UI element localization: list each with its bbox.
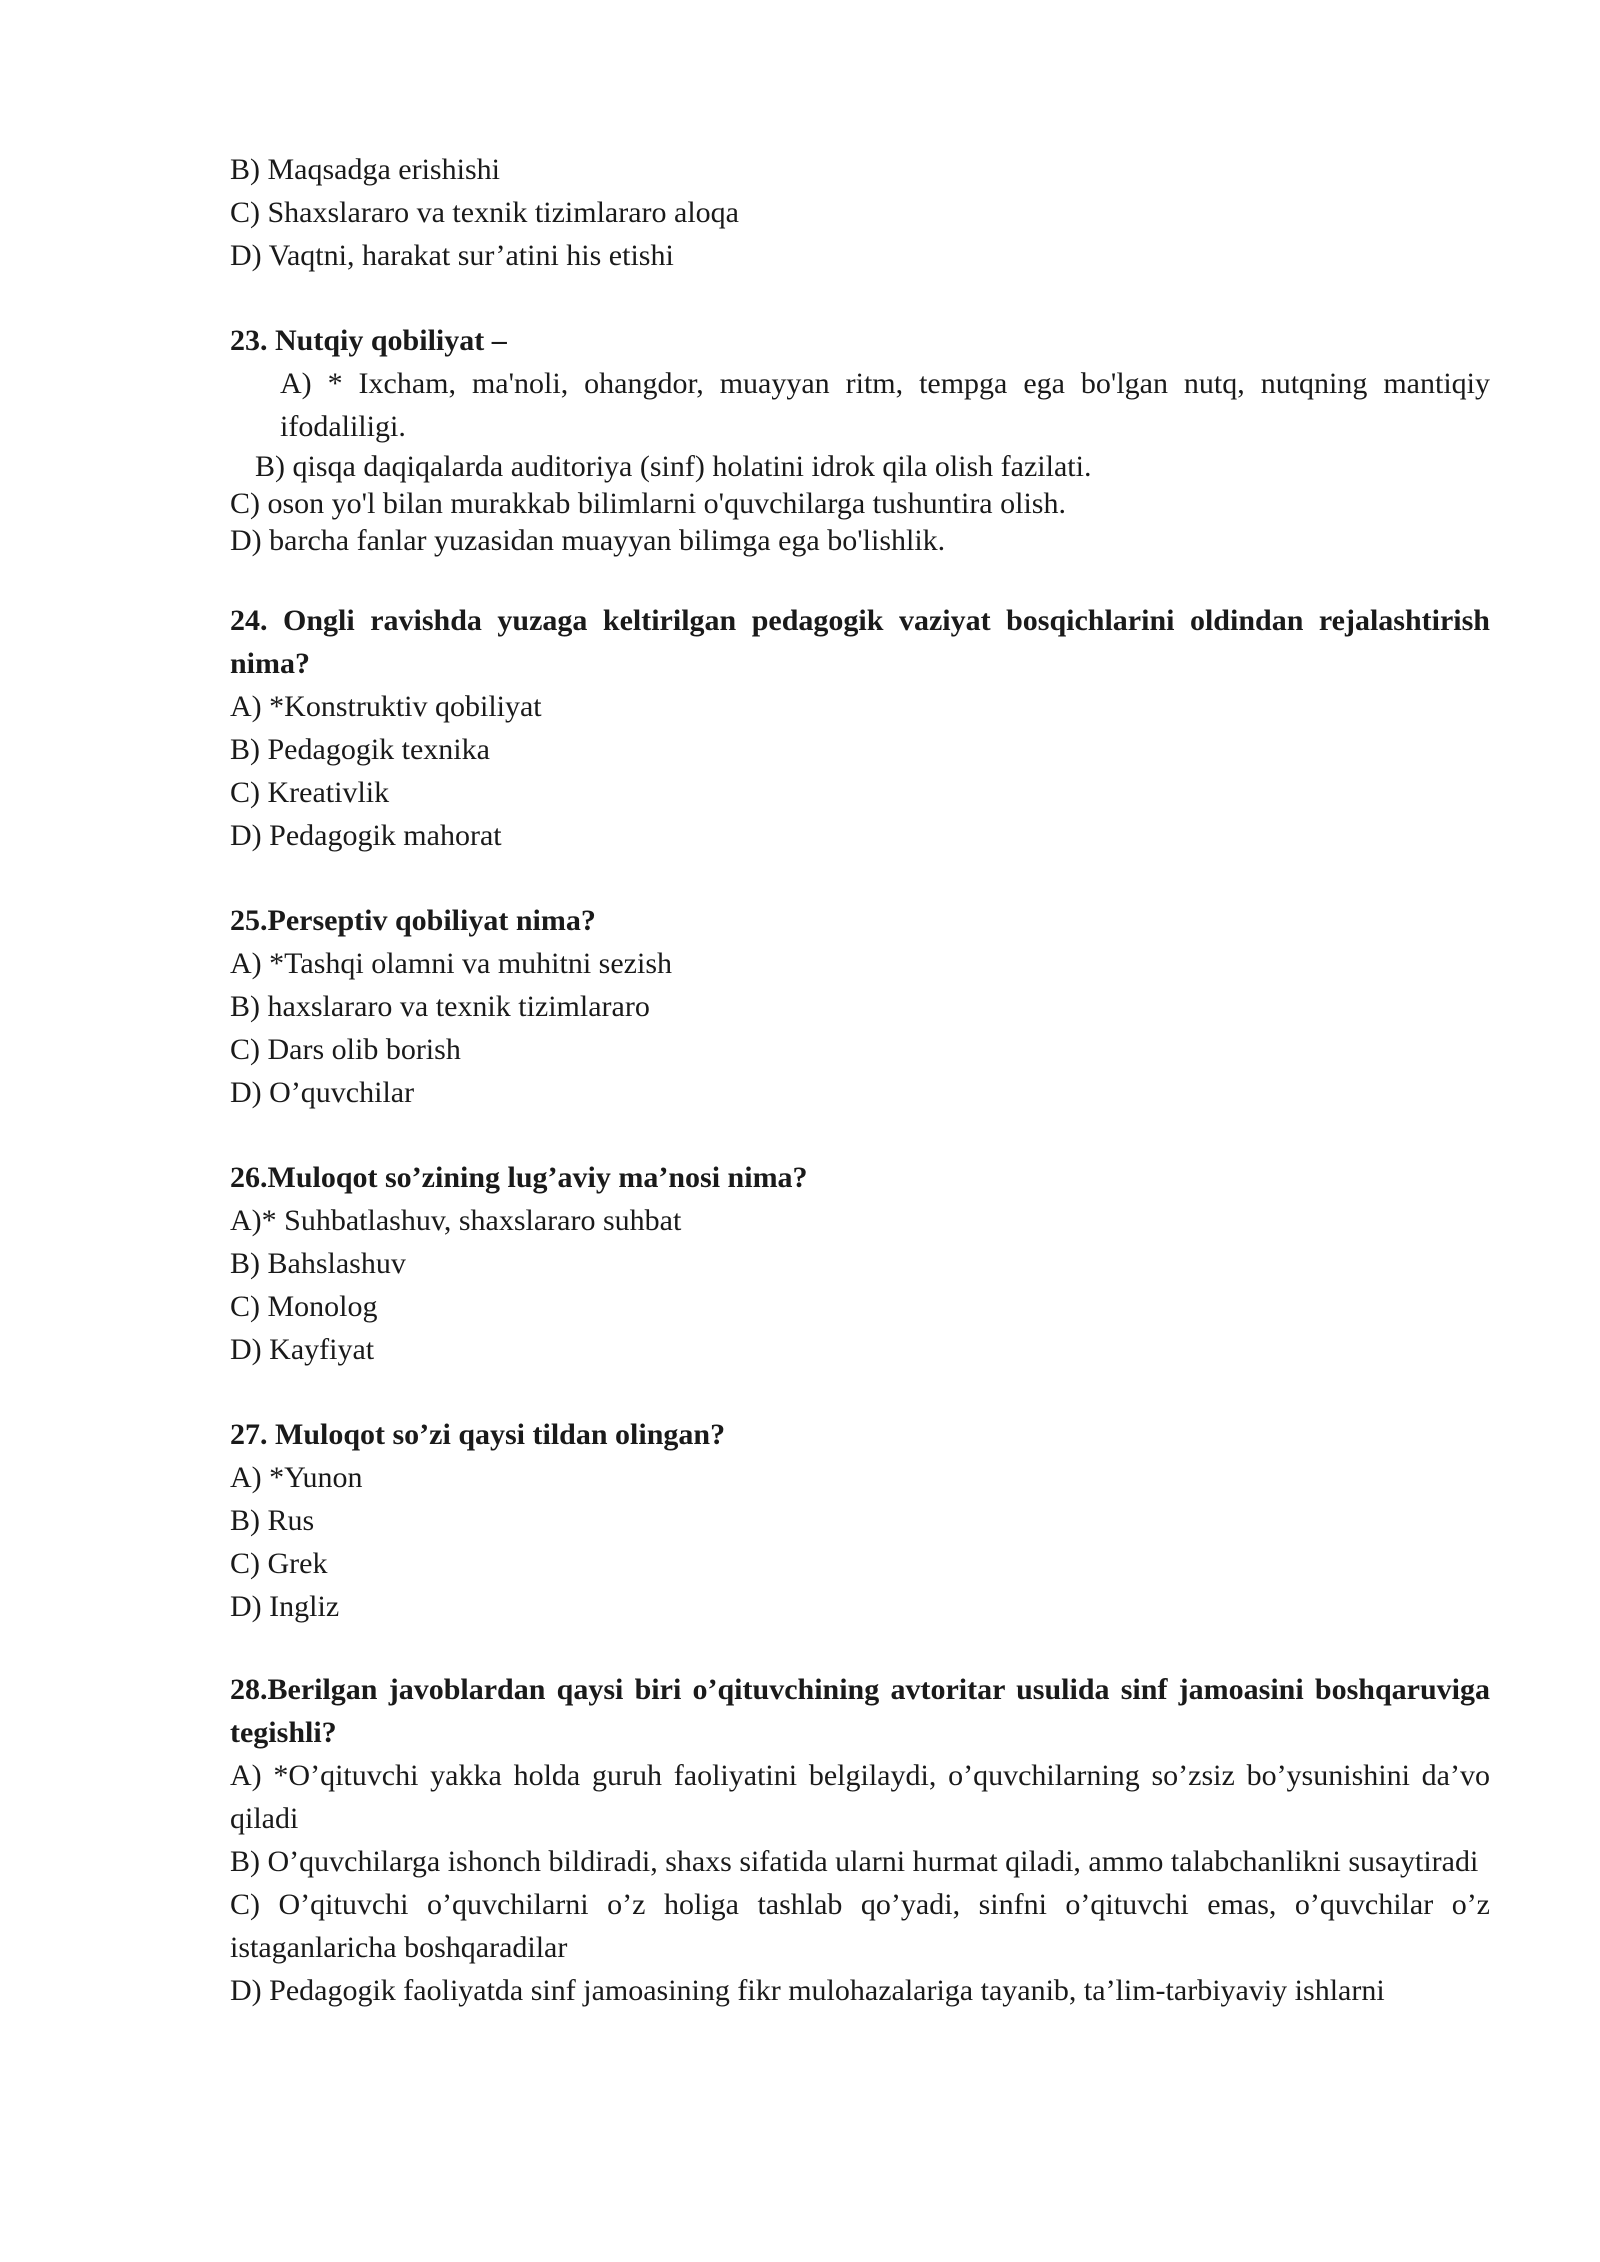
option-d: D) Pedagogik faoliyatda sinf jamoasining fikr mulohazalariga tayanib, ta’lim-tarbiyaviy ishlarni <box>230 1974 1385 2007</box>
option-b: B) Maqsadga erishishi <box>230 153 500 186</box>
question-28 <box>230 1668 1490 2012</box>
option-a <box>230 362 1490 448</box>
question-title: 23. Nutqiy qobiliyat – <box>230 324 507 357</box>
option-a: A)* Suhbatlashuv, shaxslararo suhbat <box>230 1204 682 1237</box>
option-b: B) haxslararo va texnik tizimlararo <box>230 990 650 1023</box>
option-b: B) qisqa daqiqalarda auditoriya (sinf) holatini idrok qila olish fazilati. <box>255 450 1092 483</box>
question-title: 27. Muloqot so’zi qaysi tildan olingan? <box>230 1418 726 1451</box>
option-a-text: A) * Ixcham, ma'noli, ohangdor, muayyan ritm, tempga ega bo'lgan nutq, nutqning mantiqiy ifodaliligi. <box>280 367 1490 443</box>
option-d: D) O’quvchilar <box>230 1076 415 1109</box>
option-c: C) oson yo'l bilan murakkab bilimlarni o'quvchilarga tushuntira olish. <box>230 487 1066 520</box>
option-a: A) *Konstruktiv qobiliyat <box>230 690 542 723</box>
option-b: B) Bahslashuv <box>230 1247 406 1280</box>
question-27 <box>230 1413 1490 1628</box>
question-24 <box>230 599 1490 857</box>
option-a: A) *Yunon <box>230 1461 363 1494</box>
option-b: B) Rus <box>230 1504 315 1537</box>
option-a: A) *Tashqi olamni va muhitni sezish <box>230 947 673 980</box>
option-c: C) Shaxslararo va texnik tizimlararo aloqa <box>230 196 739 229</box>
question-title: 25.Perseptiv qobiliyat nima? <box>230 904 596 937</box>
option-d: D) barcha fanlar yuzasidan muayyan bilimga ega bo'lishlik. <box>230 524 946 557</box>
option-d: D) Ingliz <box>230 1590 340 1623</box>
option-a: A) *O’qituvchi yakka holda guruh faoliyatini belgilaydi, o’quvchilarning so’zsiz bo’ysunishini da’vo qiladi <box>230 1759 1490 1835</box>
option-c: C) Kreativlik <box>230 776 390 809</box>
option-b: B) Pedagogik texnika <box>230 733 490 766</box>
question-title: 24. Ongli ravishda yuzaga keltirilgan pedagogik vaziyat bosqichlarini oldindan rejalashtirish nima? <box>230 604 1490 680</box>
option-d: D) Kayfiyat <box>230 1333 375 1366</box>
question-title: 26.Muloqot so’zining lug’aviy ma’nosi nima? <box>230 1161 808 1194</box>
option-b: B) O’quvchilarga ishonch bildiradi, shaxs sifatida ularni hurmat qiladi, ammo talabchanlikni susaytiradi <box>230 1845 1479 1878</box>
question-23 <box>230 319 1490 559</box>
option-c: C) Grek <box>230 1547 328 1580</box>
question-25 <box>230 899 1490 1114</box>
question-title: 28.Berilgan javoblardan qaysi biri o’qituvchining avtoritar usulida sinf jamoasini boshqaruviga tegishli? <box>230 1673 1490 1749</box>
option-c: C) Monolog <box>230 1290 378 1323</box>
option-c: C) O’qituvchi o’quvchilarni o’z holiga tashlab qo’yadi, sinfni o’qituvchi emas, o’quvchilar o’z istaganlaricha boshqaradilar <box>230 1888 1490 1964</box>
option-d: D) Pedagogik mahorat <box>230 819 502 852</box>
prev-question-options <box>230 148 1490 277</box>
question-26 <box>230 1156 1490 1371</box>
option-d: D) Vaqtni, harakat sur’atini his etishi <box>230 239 674 272</box>
option-c: C) Dars olib borish <box>230 1033 461 1066</box>
